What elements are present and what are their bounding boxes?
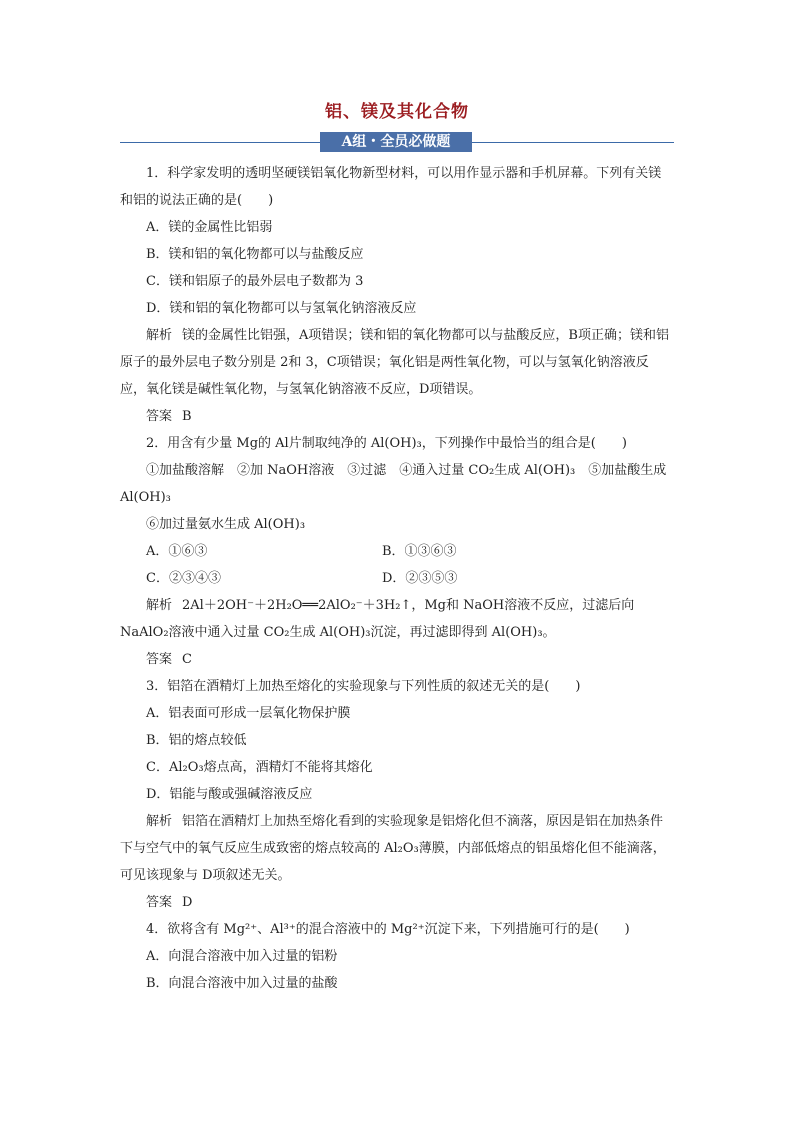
q2-stem: 2．用含有少量 Mg的 Al片制取纯净的 Al(OH)₃，下列操作中最恰当的组合是( ) [146,436,627,451]
q3-option-c: C．Al₂O₃熔点高，酒精灯不能将其熔化 [146,760,373,775]
q1-option-a: A．镁的金属性比铝弱 [146,220,273,235]
q3-answer-label: 答案 [146,895,173,910]
q3-option-d: D．铝能与酸或强碱溶液反应 [146,787,313,802]
q2-analysis-text: 2Al＋2OH⁻＋2H₂O══2AlO₂⁻＋3H₂↑，Mg和 NaOH溶液不反应，过滤后向 NaAlO₂溶液中通入过量 CO₂生成 Al(OH)₃沉淀，再过滤即得到 Al(OH)₃。 [120,598,635,640]
page-title: 铝、镁及其化合物 [325,102,469,122]
q2-answer-label: 答案 [146,652,173,667]
q1-option-d: D．镁和铝的氧化物都可以与氢氧化钠溶液反应 [146,301,417,316]
q1-analysis [120,322,674,403]
q4-option-a: A．向混合溶液中加入过量的铝粉 [146,949,338,964]
q1-answer-label: 答案 [146,409,173,424]
q2-option-d: D．②③⑤③ [382,571,458,586]
q2-options-row-2 [120,565,674,592]
q3-analysis-text: 铝箔在酒精灯上加热至熔化看到的实验现象是铝熔化但不滴落，原因是铝在加热条件下与空气中的氧气反应生成致密的熔点较高的 Al₂O₃薄膜，内部低熔点的铝虽熔化但不能滴落，可见该现象与 D项叙述无关。 [120,814,666,883]
q3-analysis-label: 解析 [146,814,173,829]
q2-answer [120,646,674,673]
q2-option-b: B．①③⑥③ [382,544,457,559]
q2-steps: ①加盐酸溶解 ②加 NaOH溶液 ③过滤 ④通入过量 CO₂生成 Al(OH)₃ ⑤加盐酸生成 Al(OH)₃ [120,463,667,505]
q1-stem: 1．科学家发明的透明坚硬镁铝氧化物新型材料，可以用作显示器和手机屏幕。下列有关镁和铝的说法正确的是( ) [120,166,662,208]
q3-answer-value: D [182,895,193,910]
q2-options-row-1 [120,538,674,565]
q1-analysis-text: 镁的金属性比铝强，A项错误；镁和铝的氧化物都可以与盐酸反应，B项正确；镁和铝原子的最外层电子数分别是 2和 3，C项错误；氧化铝是两性氧化物，可以与氢氧化钠溶液反应，氧化镁是碱性氧化物，与氢氧化钠溶液不反应，D项错误。 [120,328,669,397]
q1-analysis-label: 解析 [146,328,173,343]
q1-answer [120,403,674,430]
q4-stem: 4．欲将含有 Mg²⁺、Al³⁺的混合溶液中的 Mg²⁺沉淀下来，下列措施可行的是( ) [146,922,630,937]
q2-analysis [120,592,674,646]
q2-option-a: A．①⑥③ [146,544,208,559]
q1-option-c: C．镁和铝原子的最外层电子数都为 3 [146,274,364,289]
q3-option-a: A．铝表面可形成一层氧化物保护膜 [146,706,351,721]
group-label-badge: A组・全员必做题 [320,132,472,152]
question-content [120,160,674,997]
q3-stem: 3．铝箔在酒精灯上加热至熔化的实验现象与下列性质的叙述无关的是( ) [146,679,581,694]
q2-step6: ⑥加过量氨水生成 Al(OH)₃ [146,517,306,532]
q3-analysis [120,808,674,889]
q3-option-b: B．铝的熔点较低 [146,733,247,748]
q1-answer-value: B [182,409,192,424]
q3-answer [120,889,674,916]
q2-option-c: C．②③④③ [146,571,221,586]
q2-analysis-label: 解析 [146,598,173,613]
q2-answer-value: C [182,652,192,667]
q1-option-b: B．镁和铝的氧化物都可以与盐酸反应 [146,247,364,262]
q4-option-b: B．向混合溶液中加入过量的盐酸 [146,976,338,991]
